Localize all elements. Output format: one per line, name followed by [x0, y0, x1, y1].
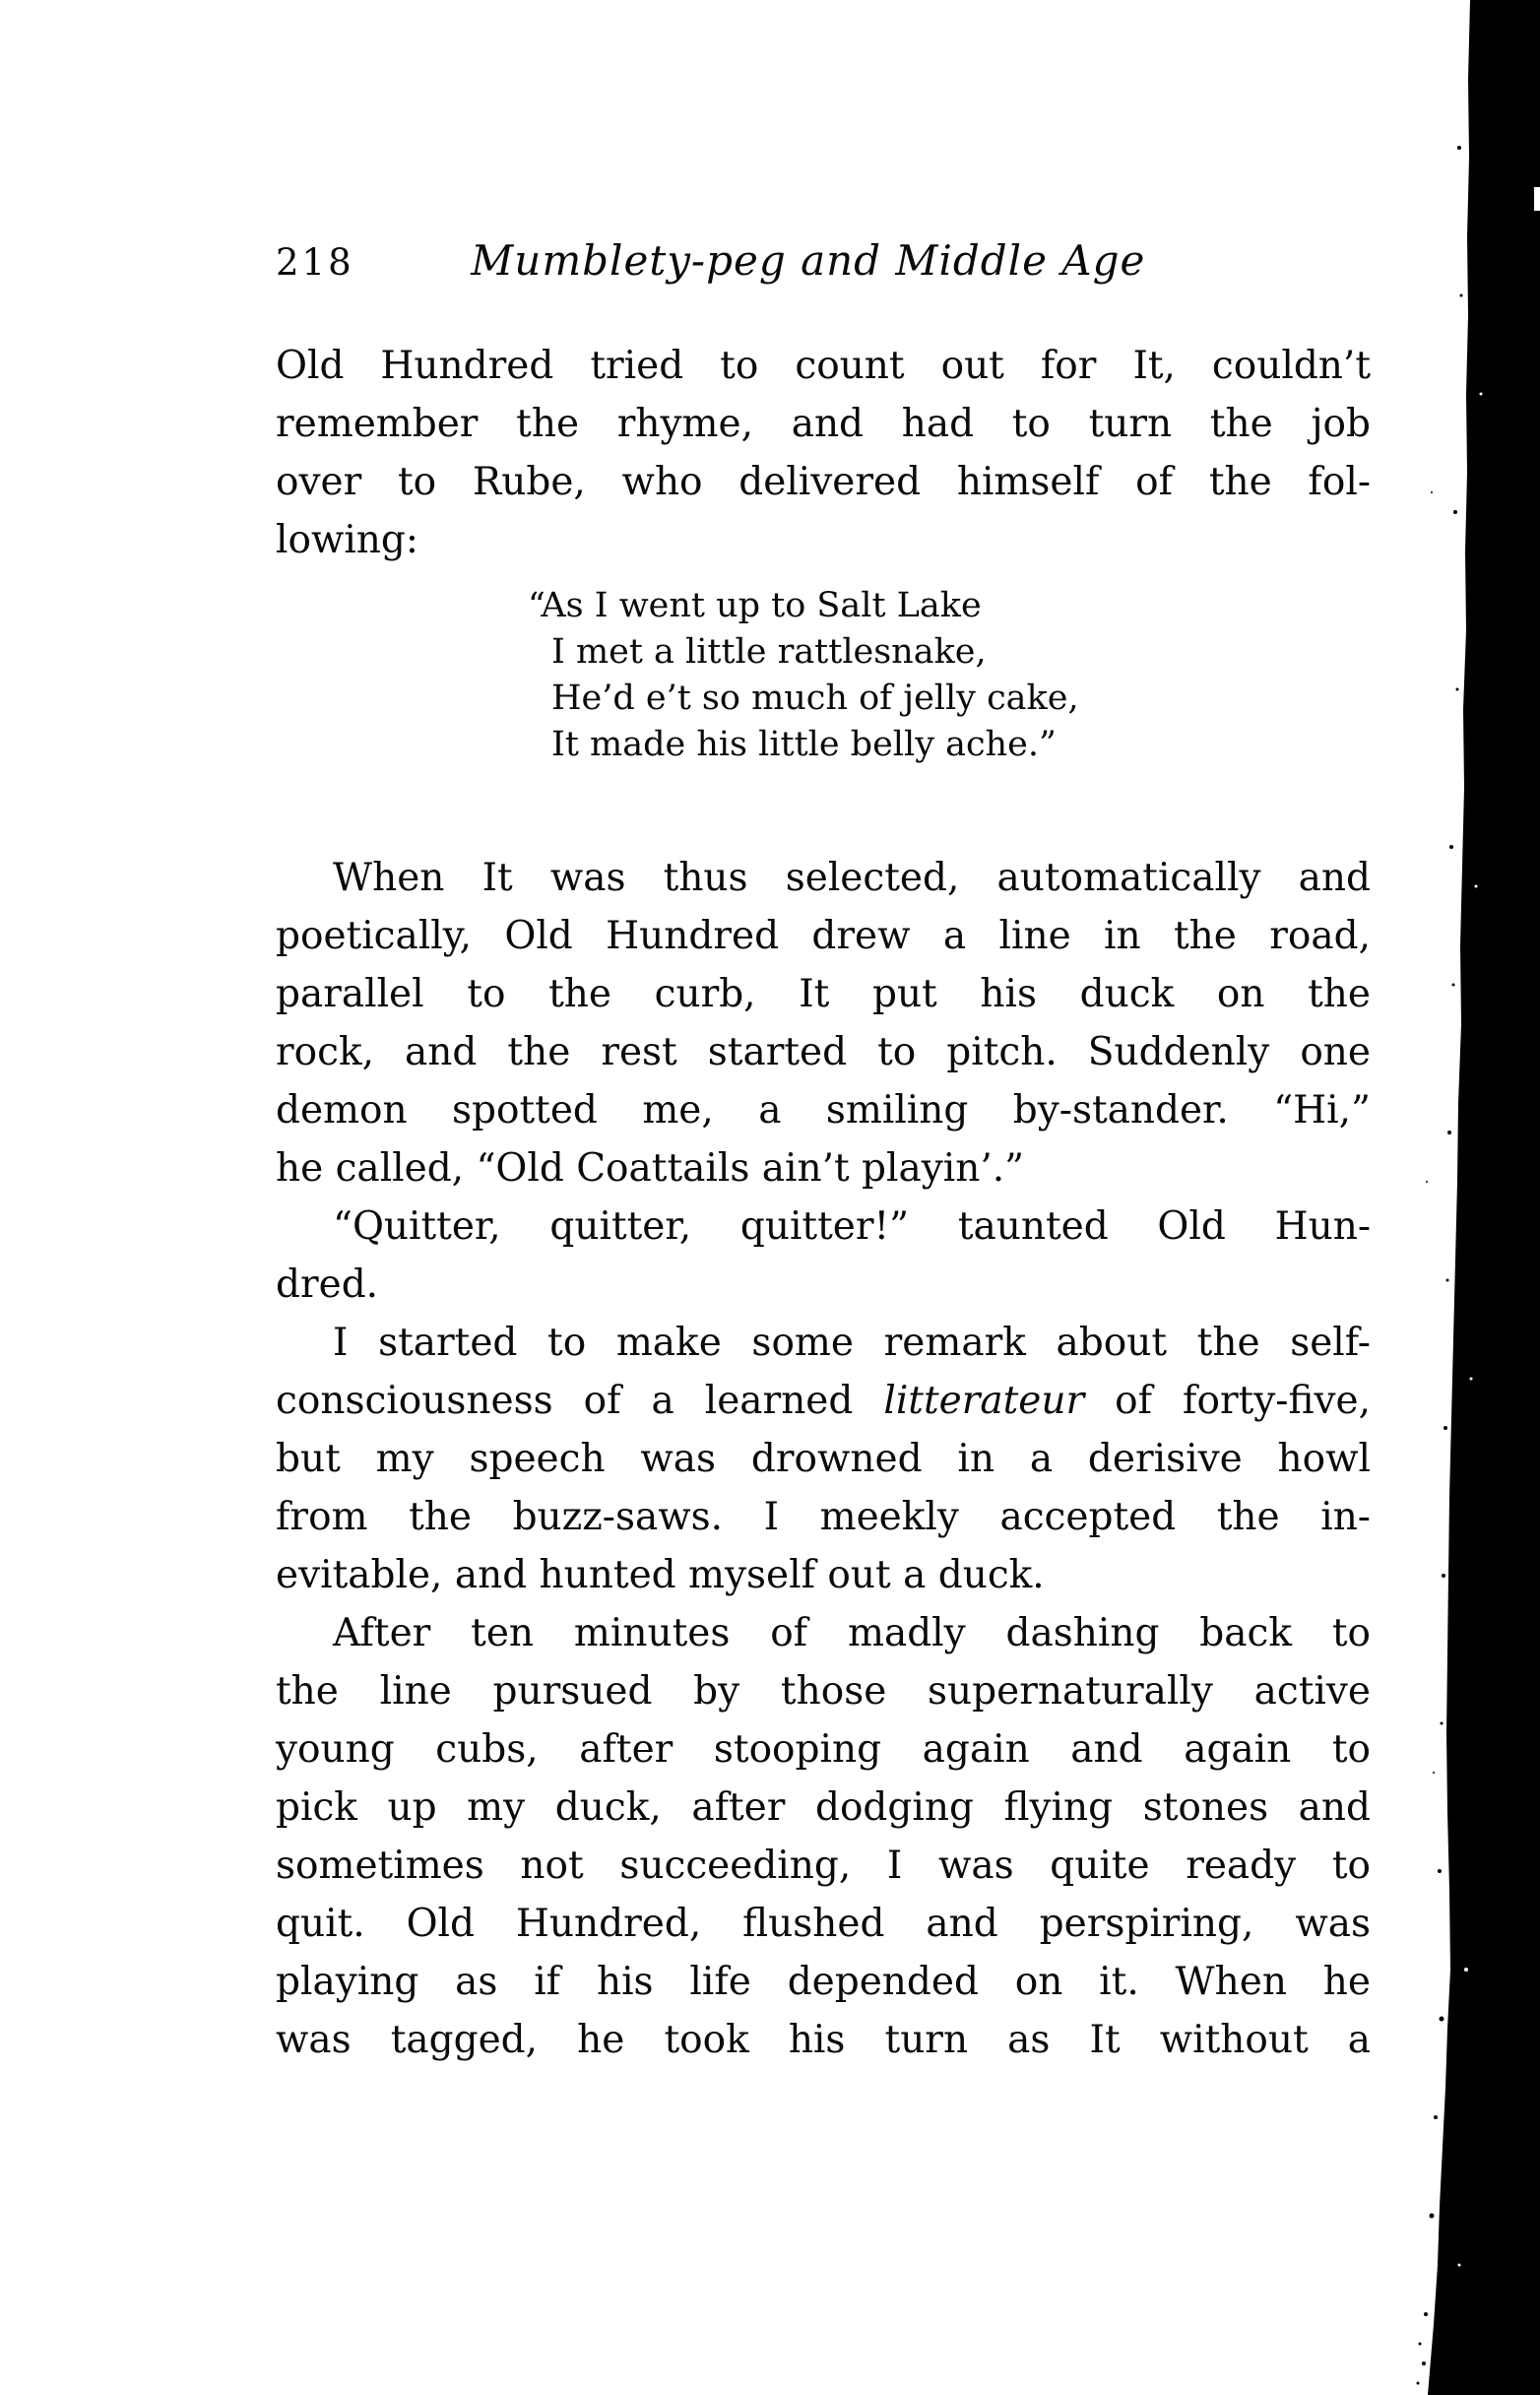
scan-edge-band: [1428, 0, 1540, 2395]
body-text: [276, 337, 1371, 2069]
text-line: he called, “Old Coattails ain’t playin’.”: [276, 1146, 1025, 1191]
text-line: After ten minutes of madly dashing back to: [333, 1611, 1371, 1655]
text-line: demon spotted me, a smiling by-stander. “Hi,”: [276, 1088, 1371, 1133]
verse-quote: [528, 583, 1371, 768]
text-line: parallel to the curb, It put his duck on the: [276, 972, 1371, 1016]
text-line: quit. Old Hundred, flushed and perspiring, was: [276, 1902, 1371, 1946]
verse-line: “As I went up to Salt Lake: [528, 586, 982, 625]
paragraph-3: [276, 1198, 1371, 1314]
text-line: remember the rhyme, and had to turn the job: [276, 402, 1371, 446]
paragraph-2: [276, 849, 1371, 1198]
text-line: sometimes not succeeding, I was quite ready to: [276, 1844, 1371, 1888]
text-line: young cubs, after stooping again and again to: [276, 1727, 1371, 1772]
text-line: “Quitter, quitter, quitter!” taunted Old Hun-: [333, 1204, 1371, 1249]
paragraph-5: [276, 1604, 1371, 2069]
verse-line: I met a little rattlesnake,: [551, 632, 987, 672]
text-line: from the buzz-saws. I meekly accepted the in-: [276, 1495, 1371, 1539]
text-line: lowing:: [276, 518, 419, 562]
paragraph-1: [276, 337, 1371, 569]
text-line: poetically, Old Hundred drew a line in the road,: [276, 914, 1371, 958]
running-title: Mumblety-peg and Middle Age: [471, 236, 1146, 285]
italic-word: litterateur: [883, 1379, 1085, 1423]
text-line: over to Rube, who delivered himself of the fol-: [276, 460, 1371, 504]
verse-line: It made his little belly ache.”: [551, 725, 1057, 764]
page-content: [276, 236, 1371, 2069]
text-line: Old Hundred tried to count out for It, couldn’t: [276, 344, 1371, 388]
paragraph-4: [276, 1314, 1371, 1604]
text-line: but my speech was drowned in a derisive howl: [276, 1437, 1371, 1481]
text-line: When It was thus selected, automatically and: [333, 856, 1371, 900]
text-line-with-italic: [276, 1372, 1371, 1430]
text-line: playing as if his life depended on it. When he: [276, 1960, 1371, 2004]
page-scan-edge: [1412, 0, 1540, 2395]
page-header: [276, 236, 1371, 291]
text-line: dred.: [276, 1262, 379, 1307]
verse-line: He’d e’t so much of jelly cake,: [551, 679, 1079, 718]
page-number: 218: [276, 241, 354, 284]
text-line: was tagged, he took his turn as It without a: [276, 2018, 1371, 2062]
text-line: the line pursued by those supernaturally active: [276, 1669, 1371, 1714]
text-line: rock, and the rest started to pitch. Suddenly one: [276, 1030, 1371, 1074]
text-fragment: of forty-five,: [1084, 1379, 1371, 1423]
text-line: pick up my duck, after dodging flying stones and: [276, 1785, 1371, 1830]
text-line: I started to make some remark about the self-: [333, 1321, 1371, 1365]
text-fragment: consciousness of a learned: [276, 1379, 884, 1423]
text-line: evitable, and hunted myself out a duck.: [276, 1553, 1045, 1597]
